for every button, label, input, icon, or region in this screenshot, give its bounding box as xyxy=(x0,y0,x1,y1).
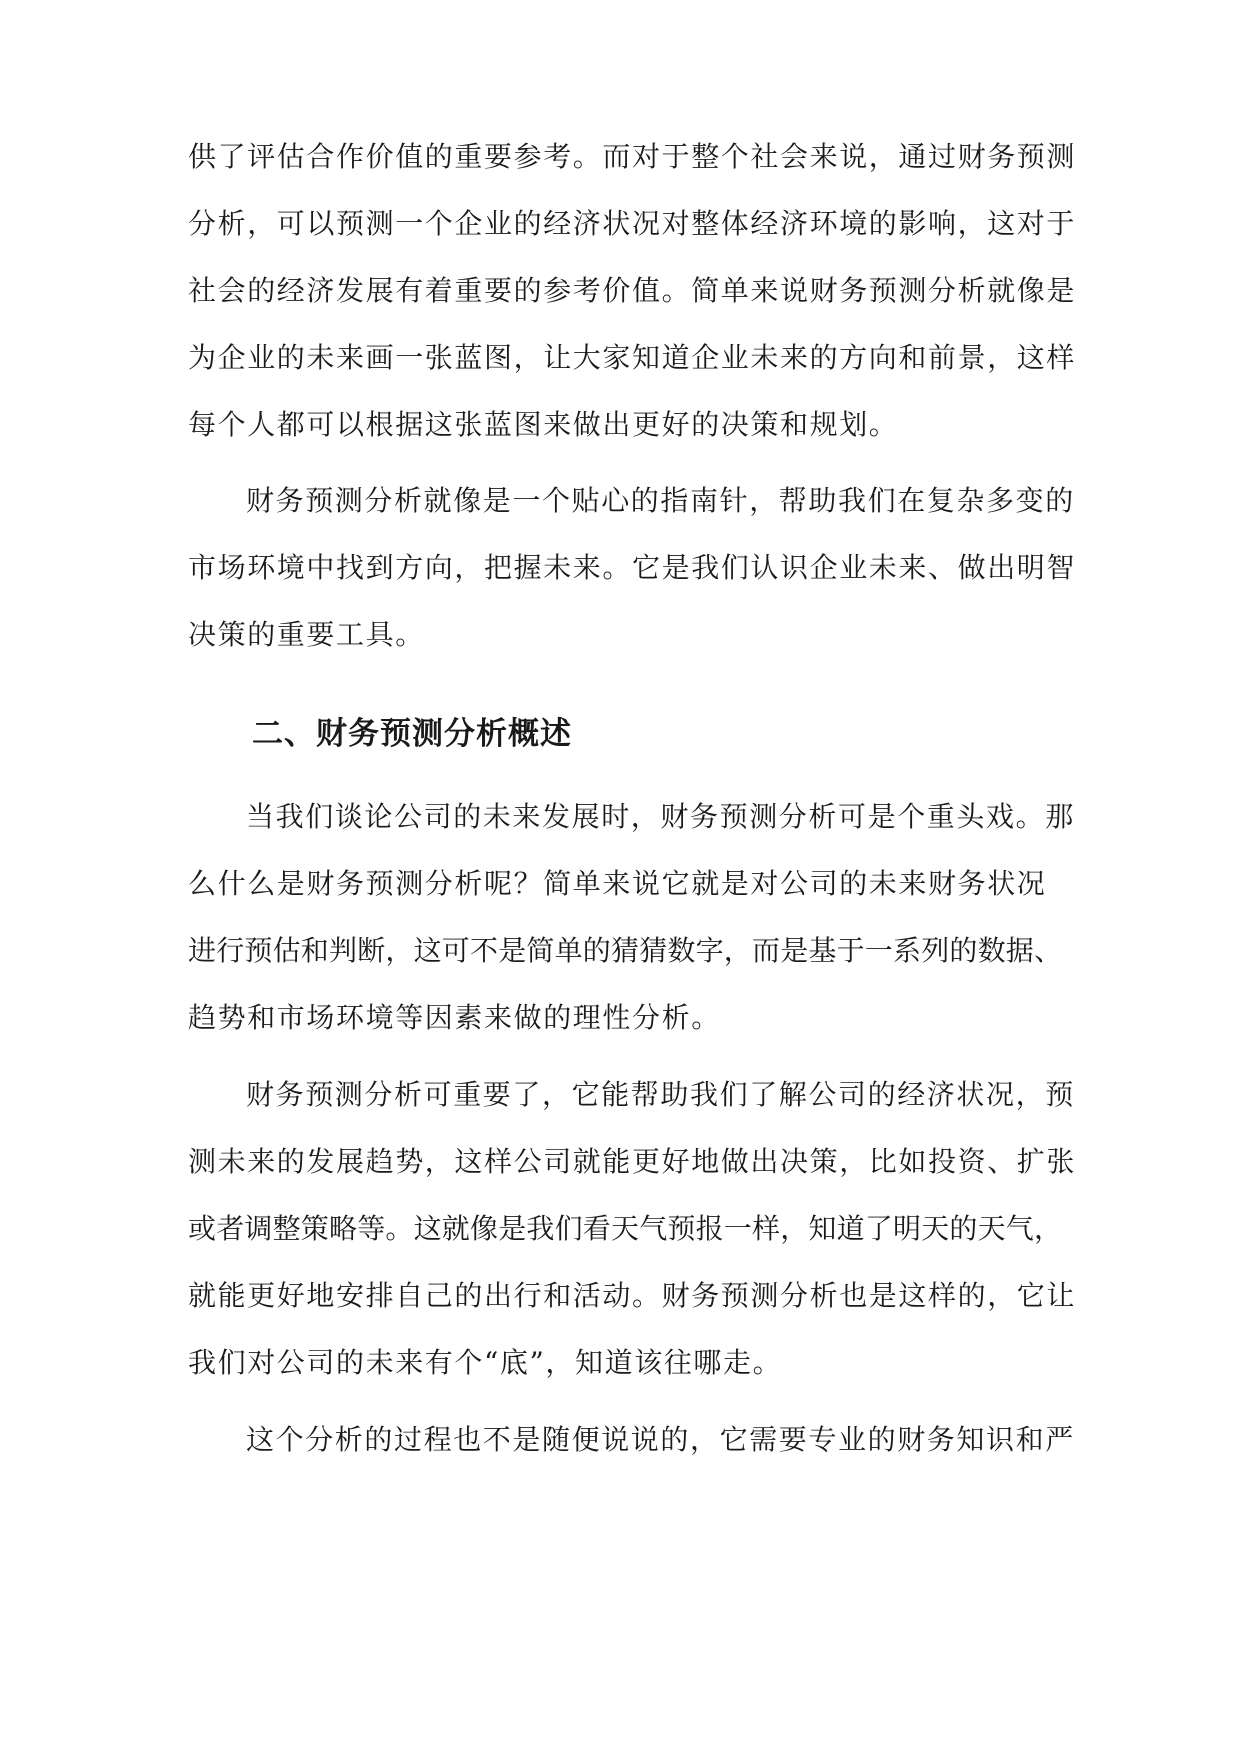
text-line: 进行预估和判断，这可不是简单的猜猜数字，而是基于一系列的数据、 xyxy=(188,934,1063,967)
text-line: 么什么是财务预测分析呢？简单来说它就是对公司的未来财务状况 xyxy=(188,867,1047,900)
text-line: 决策的重要工具。 xyxy=(188,618,425,651)
text-line: 社会的经济发展有着重要的参考价值。简单来说财务预测分析就像是 xyxy=(188,274,1077,307)
text-line: 当我们谈论公司的未来发展时，财务预测分析可是个重头戏。那 xyxy=(246,800,1075,833)
text-line: 分析，可以预测一个企业的经济状况对整体经济环境的影响，这对于 xyxy=(188,207,1077,240)
text-line: 这个分析的过程也不是随便说说的，它需要专业的财务知识和严 xyxy=(246,1423,1075,1456)
text-line: 趋势和市场环境等因素来做的理性分析。 xyxy=(188,1001,721,1034)
text-line: 就能更好地安排自己的出行和活动。财务预测分析也是这样的，它让 xyxy=(188,1279,1077,1312)
text-line: 每个人都可以根据这张蓝图来做出更好的决策和规划。 xyxy=(188,408,899,441)
text-line: 或者调整策略等。这就像是我们看天气预报一样，知道了明天的天气， xyxy=(188,1212,1063,1245)
text-line: 财务预测分析可重要了，它能帮助我们了解公司的经济状况，预 xyxy=(246,1078,1075,1111)
text-line: 测未来的发展趋势，这样公司就能更好地做出决策，比如投资、扩张 xyxy=(188,1145,1077,1178)
section-heading: 二、财务预测分析概述 xyxy=(252,716,572,752)
text-line: 财务预测分析就像是一个贴心的指南针，帮助我们在复杂多变的 xyxy=(246,484,1075,517)
text-line: 我们对公司的未来有个“底”，知道该往哪走。 xyxy=(188,1346,783,1379)
text-line: 市场环境中找到方向，把握未来。它是我们认识企业未来、做出明智 xyxy=(188,551,1077,584)
text-line: 为企业的未来画一张蓝图，让大家知道企业未来的方向和前景，这样 xyxy=(188,341,1077,374)
text-line: 供了评估合作价值的重要参考。而对于整个社会来说，通过财务预测 xyxy=(188,140,1077,173)
